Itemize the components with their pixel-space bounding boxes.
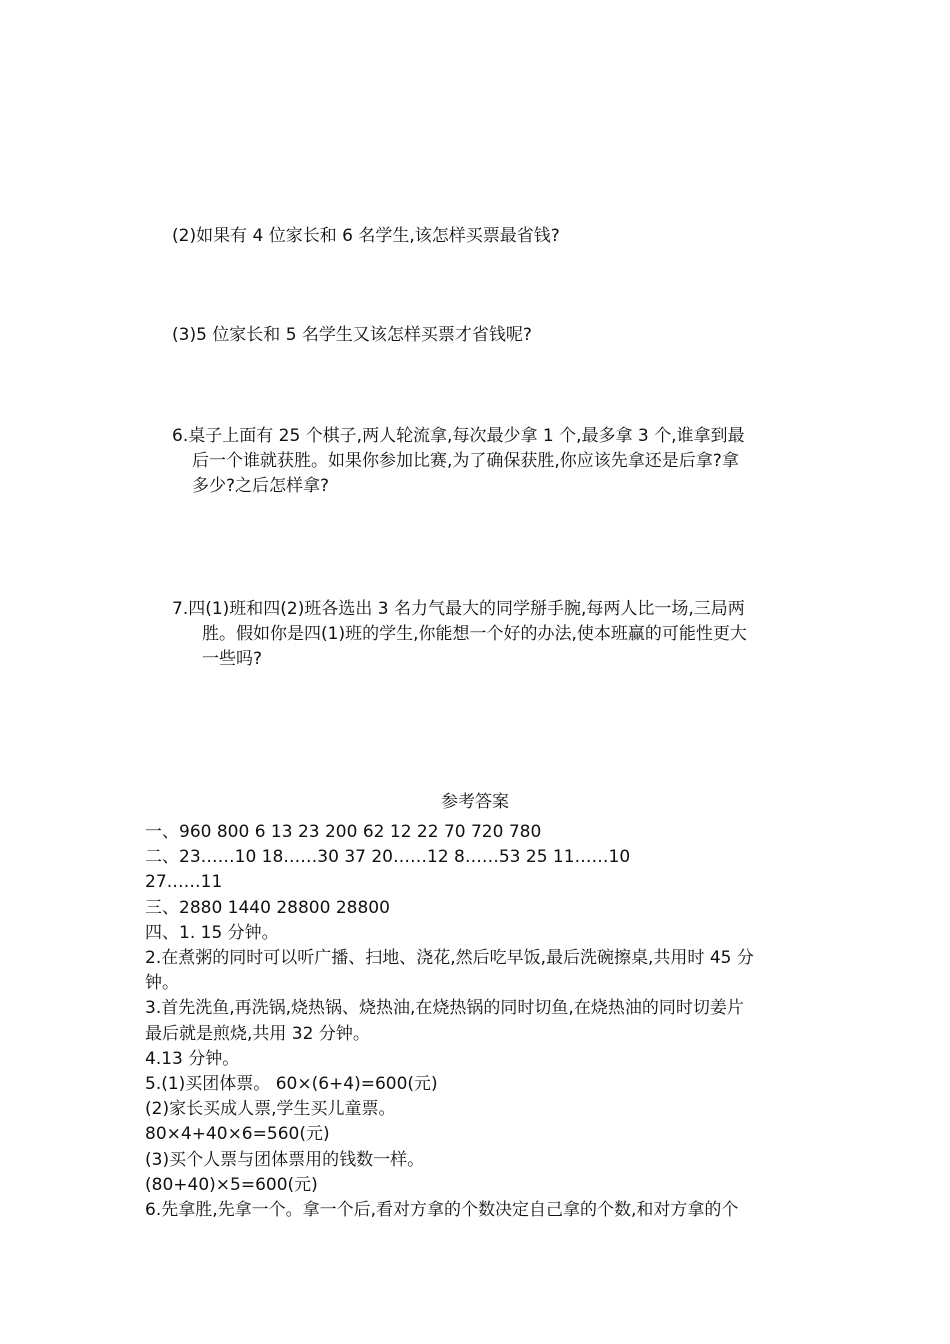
answer-line: (3)买个人票与团体票用的钱数一样。 — [145, 1149, 425, 1170]
answer-line: 2.在煮粥的同时可以听广播、扫地、浇花,然后吃早饭,最后洗碗擦桌,共用时 45 分 — [145, 948, 754, 969]
question-6 — [172, 424, 822, 499]
question-6-line: 后一个谁就获胜。如果你参加比赛,为了确保获胜,你应该先拿还是后拿?拿 — [192, 451, 739, 471]
question-7-line: 一些吗? — [202, 649, 263, 669]
question-7-line: 7.四(1)班和四(2)班各选出 3 名力气最大的同学掰手腕,每两人比一场,三局两 — [172, 599, 745, 619]
answer-line: 5.(1)买团体票。 60×(6+4)=600(元) — [145, 1074, 438, 1095]
answer-line: 二、23……10 18……30 37 20……12 8……53 25 11……10 — [145, 847, 631, 868]
answer-line: 四、1. 15 分钟。 — [145, 922, 279, 943]
answer-line: 80×4+40×6=560(元) — [145, 1124, 330, 1145]
question-7-line: 胜。假如你是四(1)班的学生,你能想一个好的办法,使本班赢的可能性更大 — [202, 624, 747, 644]
question-5-part-3: (3)5 位家长和 5 名学生又该怎样买票才省钱呢? — [172, 325, 532, 345]
question-6-line: 6.桌子上面有 25 个棋子,两人轮流拿,每次最少拿 1 个,最多拿 3 个,谁拿到最 — [172, 426, 745, 446]
answer-key — [145, 820, 820, 1223]
question-6-line: 多少?之后怎样拿? — [192, 476, 330, 496]
answer-line: 钟。 — [145, 973, 179, 994]
answer-line: 最后就是煎烧,共用 32 分钟。 — [145, 1023, 370, 1044]
answer-line: 27……11 — [145, 872, 223, 893]
question-5-part-2: (2)如果有 4 位家长和 6 名学生,该怎样买票最省钱? — [172, 226, 560, 246]
question-7 — [172, 597, 822, 672]
answer-line: 4.13 分钟。 — [145, 1048, 240, 1069]
answer-key-title: 参考答案 — [441, 792, 509, 812]
answer-line: (80+40)×5=600(元) — [145, 1174, 318, 1195]
answer-line: 6.先拿胜,先拿一个。拿一个后,看对方拿的个数决定自己拿的个数,和对方拿的个 — [145, 1200, 739, 1221]
answer-line: (2)家长买成人票,学生买儿童票。 — [145, 1099, 396, 1120]
answer-line: 三、2880 1440 28800 28800 — [145, 897, 390, 918]
answer-line: 3.首先洗鱼,再洗锅,烧热锅、烧热油,在烧热锅的同时切鱼,在烧热油的同时切姜片 — [145, 998, 744, 1019]
answer-line: 一、960 800 6 13 23 200 62 12 22 70 720 780 — [145, 822, 542, 842]
